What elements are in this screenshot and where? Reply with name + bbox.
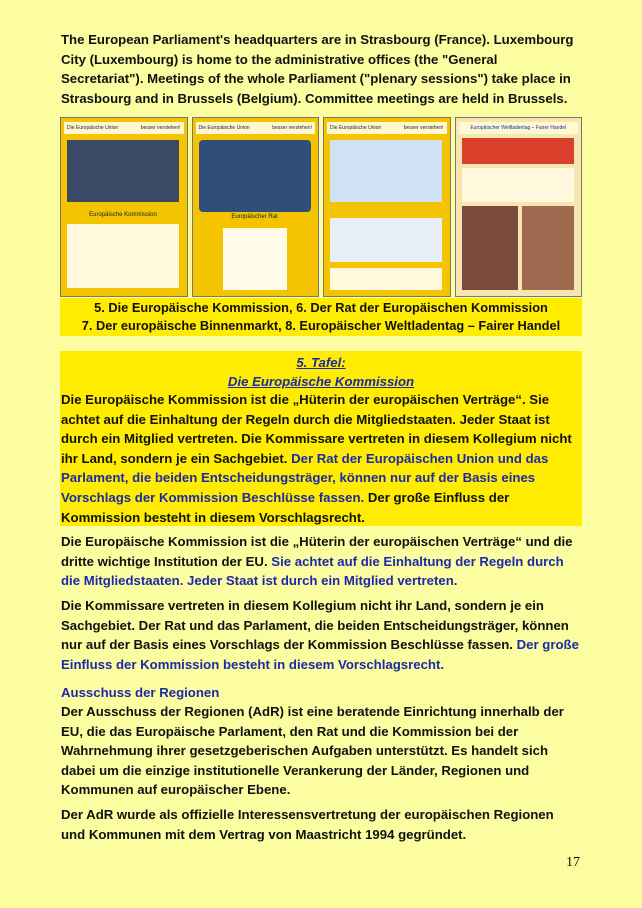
council-photo — [199, 140, 311, 212]
commissioners-paragraph — [61, 596, 581, 674]
commission-text-b: Sie achtet auf die Einhaltung der Regeln durch die Mitgliedstaaten. Jeder Staat ist durch ein Mitglied vertreten. — [61, 553, 564, 589]
commission-text-a: Die Europäische Kommission ist die „Hüterin der europäischen Verträge“ und die dritte wichtige Institution der EU. — [61, 534, 573, 569]
poster-header-title: Europäischer Weltladentag – Fairer Handel — [470, 125, 567, 131]
commissioners-text-b: Der große Einfluss der Kommission besteht in diesem Vorschlagsrecht. — [61, 637, 579, 672]
caption-line-2: 7. Der europäische Binnenmarkt, 8. Europäischer Weltladentag – Fairer Handel — [81, 318, 561, 333]
tafel-title: 5. Tafel: — [296, 355, 346, 370]
poster-header — [64, 122, 184, 134]
tafel-text-c: Der große Einfluss der Kommission besteht in diesem Vorschlagsrecht. — [61, 489, 510, 525]
poster-header — [459, 122, 579, 134]
diagram-image — [67, 224, 179, 288]
poster-council — [192, 117, 320, 297]
table-image — [223, 228, 287, 290]
poster-header-right: besser verstehen! — [272, 125, 312, 131]
poster-header-left: Die Europäische Union — [198, 125, 250, 131]
poster-photo-strip — [60, 117, 582, 299]
poster-fair-trade — [455, 117, 583, 297]
poster-header — [196, 122, 316, 134]
europe-map-image — [330, 140, 442, 202]
commission-paragraph — [61, 532, 581, 591]
poster-header-left: Die Europäische Union — [330, 125, 382, 131]
text-panel — [462, 168, 574, 202]
products-photo — [522, 206, 574, 290]
tafel-text-a: Die Europäische Kommission ist die „Hüterin der europäischen Verträge“. Sie achtet auf die Einhaltung der Regeln durch die Mitgliedstaaten. Jeder Staat ist durch ein Mitglied vertreten. Die Kommissare vertreten in diesem Kollegium nicht ihr Land, sondern je ein Sachgebiet. — [61, 392, 572, 466]
poster-header-right: besser verstehen! — [140, 125, 181, 131]
adr-founding-paragraph: Der AdR wurde als offizielle Interessensvertretung der europäischen Regionen und Kommunen mit dem Vertrag von Maastricht 1994 gegründet. — [61, 807, 554, 842]
poster-header-right: besser verstehen! — [403, 125, 444, 131]
text-panel — [330, 268, 442, 290]
shop-photo — [462, 206, 518, 290]
poster-single-market — [323, 117, 451, 297]
banner-image — [462, 138, 574, 164]
commissioners-text-a: Die Kommissare vertreten in diesem Kollegium nicht ihr Land, sondern je ein Sachgebiet. Der Rat und das Parlament, die beiden Entscheidungsträger, können nur auf der Basis eines Vorschlags der Kommission Beschlüsse fassen. — [61, 598, 569, 653]
page-number: 17 — [566, 855, 580, 870]
poster-commission — [60, 117, 188, 297]
adr-paragraph: Der Ausschuss der Regionen (AdR) ist eine beratende Einrichtung innerhalb der EU, die das Europäische Parlament, den Rat und die Kommission bei der Wahrnehmung ihrer gesetzgeberischen Aufgaben unterstützt. Es handelt sich dabei um die einzige institutionelle Verankerung der Länder, Regionen und Kommunen auf europäischer Ebene. — [61, 704, 564, 798]
photo-caption — [60, 298, 582, 336]
poster-label: Europäischer Rat — [231, 214, 278, 220]
tafel-text-b: Der Rat der Europäischen Union und das Parlament, die beiden Entscheidungsträger, können nur auf der Basis eines Vorschlags der Kommission Beschlüsse fassen. — [61, 450, 549, 505]
poster-header — [327, 122, 447, 134]
tafel-subtitle: Die Europäische Kommission — [227, 374, 415, 389]
caption-line-1: 5. Die Europäische Kommission, 6. Der Rat der Europäischen Kommission — [94, 300, 548, 315]
poster-label: Europäische Kommission — [89, 212, 157, 218]
germany-map-image — [330, 218, 442, 262]
adr-heading: Ausschuss der Regionen — [61, 685, 220, 700]
tafel-text — [61, 390, 581, 527]
intro-paragraph: The European Parliament's headquarters are in Strasbourg (France). Luxembourg City (Luxembourg) is home to the administrative offices (the "General Secretariat"). Meetings of the whole Parliament ("plenary sessions") take place in Strasbourg and in Brussels (Belgium). Committee meetings are held in Brussels. — [61, 32, 574, 106]
poster-header-left: Die Europäische Union — [67, 125, 119, 131]
group-photo — [67, 140, 179, 202]
